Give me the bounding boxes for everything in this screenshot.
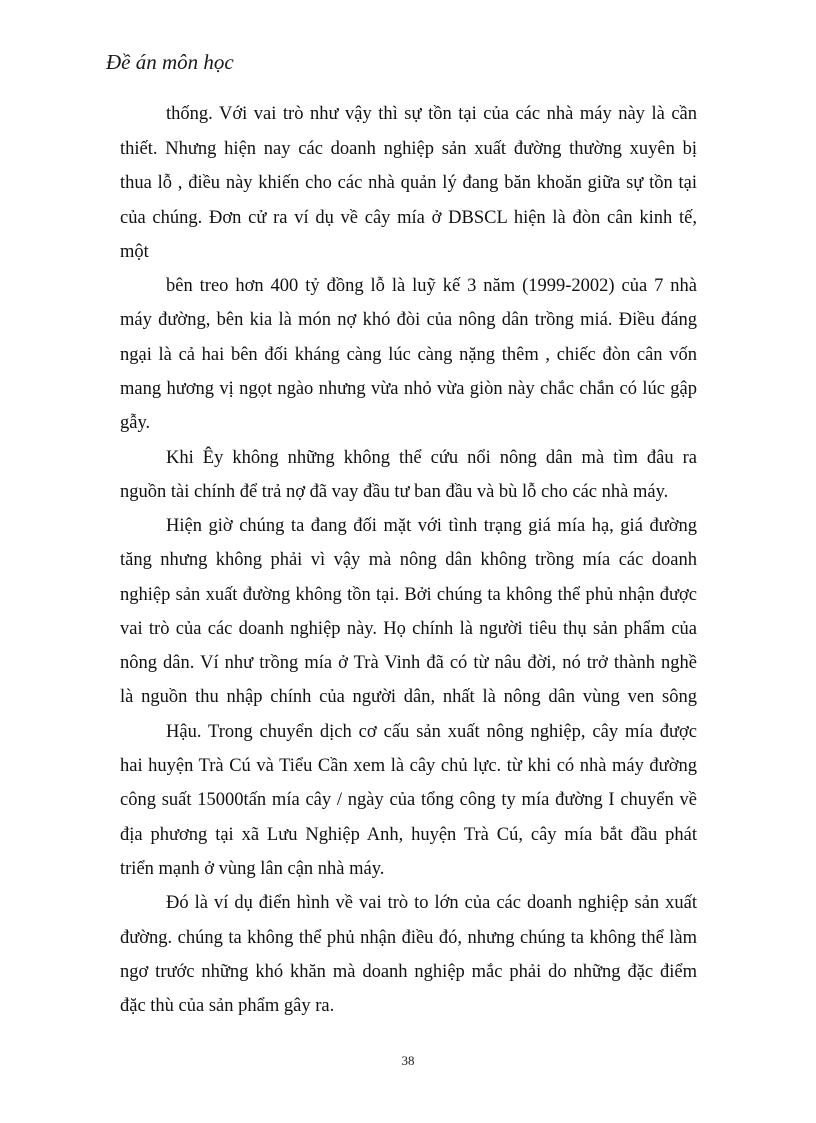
body-line: đường. chúng ta không thể phủ nhận điều đó, nhưng chúng ta không thể làm — [120, 928, 697, 948]
body-line: Hiện giờ chúng ta đang đối mặt với tình trạng giá mía hạ, giá đường — [166, 516, 697, 536]
body-line: nghiệp sản xuất đường không tồn tại. Bởi chúng ta không thể phủ nhận được — [120, 585, 697, 605]
page-number: 38 — [401, 1053, 415, 1068]
body-line: vai trò của các doanh nghiệp này. Họ chính là người tiêu thụ sản phẩm của — [120, 619, 697, 639]
body-line: gẫy. — [120, 413, 151, 433]
body-line: triển mạnh ở vùng lân cận nhà máy. — [120, 859, 385, 879]
body-line: tăng nhưng không phải vì vậy mà nông dân không trồng mía các doanh — [120, 550, 697, 570]
body-line: đặc thù của sản phẩm gây ra. — [120, 996, 335, 1016]
body-line: ngơ trước những khó khăn mà doanh nghiệp mắc phải do những đặc điểm — [120, 962, 697, 982]
body-line: máy đường, bên kia là món nợ khó đòi của nông dân trồng miá. Điều đáng — [120, 310, 697, 330]
body-line: thống. Với vai trò như vậy thì sự tồn tại của các nhà máy này là cần — [166, 104, 697, 124]
body-line: nguồn tài chính để trả nợ đã vay đầu tư ban đầu và bù lỗ cho các nhà máy. — [120, 482, 669, 502]
body-line: bên treo hơn 400 tỷ đồng lỗ là luỹ kế 3 năm (1999-2002) của 7 nhà — [166, 276, 697, 296]
body-line: là nguồn thu nhập chính của người dân, nhất là nông dân vùng ven sông — [120, 687, 697, 707]
body-line: hai huyện Trà Cú và Tiểu Cần xem là cây chủ lực. từ khi có nhà máy đường — [120, 756, 697, 776]
body-line: Hậu. Trong chuyển dịch cơ cấu sản xuất nông nghiệp, cây mía được — [166, 722, 697, 742]
body-line: ngại là cả hai bên đối kháng càng lúc càng nặng thêm , chiếc đòn cân vốn — [120, 345, 697, 365]
body-line: nông dân. Ví như trồng mía ở Trà Vinh đã có từ nâu đời, nó trở thành nghề — [120, 653, 697, 673]
body-line: một — [120, 242, 149, 262]
body-line: thiết. Nhưng hiện nay các doanh nghiệp sản xuất đường thường xuyên bị — [120, 139, 697, 159]
body-line: Đó là ví dụ điển hình về vai trò to lớn của các doanh nghiệp sản xuất — [166, 893, 697, 913]
body-line: thua lỗ , điều này khiến cho các nhà quản lý đang băn khoăn giữa sự tồn tại — [120, 173, 697, 193]
body-line: địa phương tại xã Lưu Nghiệp Anh, huyện Trà Cú, cây mía bắt đầu phát — [120, 825, 697, 845]
body-line: Khi Êy không những không thể cứu nổi nông dân mà tìm đâu ra — [166, 448, 697, 468]
document-header-title: Đề án môn học — [106, 50, 234, 74]
body-line: công suất 15000tấn mía cây / ngày của tổng công ty mía đường I chuyển về — [120, 790, 697, 810]
body-line: của chúng. Đơn cử ra ví dụ về cây mía ở DBSCL hiện là đòn cân kinh tế, — [120, 208, 697, 228]
body-line: mang hương vị ngọt ngào nhưng vừa nhỏ vừa giòn này chắc chắn có lúc gập — [120, 379, 697, 399]
